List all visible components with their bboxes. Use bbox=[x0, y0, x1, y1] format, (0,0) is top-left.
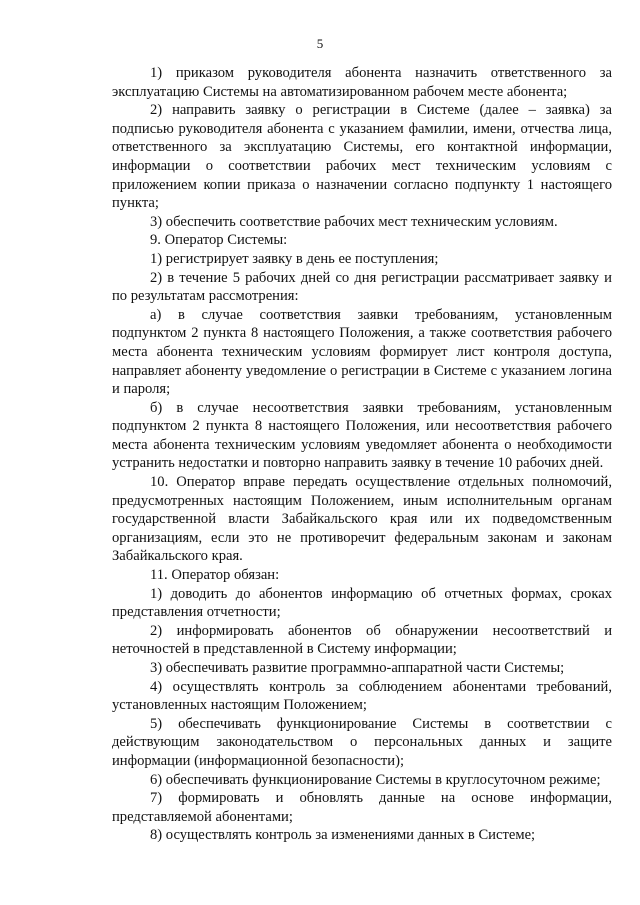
paragraph: 2) в течение 5 рабочих дней со дня регистрации рассматривает заявку и по результатам рассмотрения: bbox=[112, 269, 612, 305]
page-number: 5 bbox=[316, 36, 324, 51]
paragraph: 2) информировать абонентов об обнаружении несоответствий и неточностей в представленной в Систему информации; bbox=[112, 622, 612, 658]
paragraph: 5) обеспечивать функционирование Системы в соответствии с действующим законодательством о персональных данных и защите информации (информационной безопасности); bbox=[112, 715, 612, 769]
paragraph: 3) обеспечивать развитие программно-аппаратной части Системы; bbox=[150, 660, 565, 676]
paragraph: 1) приказом руководителя абонента назначить ответственного за эксплуатацию Системы на автоматизированном рабочем месте абонента; bbox=[112, 65, 612, 100]
paragraph: 11. Оператор обязан: bbox=[150, 567, 280, 584]
paragraph: 7) формировать и обновлять данные на основе информации, представляемой абонентами; bbox=[112, 790, 612, 825]
paragraph: 1) доводить до абонентов информацию об отчетных формах, сроках представления отчетности; bbox=[112, 585, 612, 621]
paragraph: 2) направить заявку о регистрации в Системе (далее – заявка) за подписью руководителя абонента с указанием фамилии, имени, отчества лица, ответственного за эксплуатацию Системы, его контактной информации, информации о соответствии рабочих мест техническим условиям с приложением копии приказа о назначении согласно подпункту 1 настоящего пункта; bbox=[112, 102, 612, 212]
paragraph: 1) регистрирует заявку в день ее поступления; bbox=[150, 250, 439, 267]
paragraph: 4) осуществлять контроль за соблюдением абонентами требований, установленных настоящим Положением; bbox=[112, 678, 612, 714]
paragraph: б) в случае несоответствия заявки требованиям, установленным подпунктом 2 пункта 8 настоящего Положения, или несоответствия рабочего места абонента техническим условиям уведомляет абонента о необходимости устранить недостатки и повторно направить заявку в течение 10 рабочих дней. bbox=[112, 399, 612, 472]
paragraph: 3) обеспечить соответствие рабочих мест техническим условиям. bbox=[150, 213, 558, 230]
paragraph: а) в случае соответствия заявки требованиям, установленным подпунктом 2 пункта 8 настоящего Положения, а также соответствия рабочего места абонента техническим условиям формирует лист контроля доступа, направляет абоненту уведомление о регистрации в Системе с указанием логина и пароля; bbox=[112, 306, 612, 398]
paragraph: 9. Оператор Системы: bbox=[150, 232, 288, 249]
document-body bbox=[112, 64, 612, 845]
paragraph: 10. Оператор вправе передать осуществление отдельных полномочий, предусмотренных настоящим Положением, иным исполнительным органам государственной власти Забайкальского края или их подведомственным организациям, если это не противоречит федеральным законам и законам Забайкальского края. bbox=[112, 474, 612, 565]
paragraph: 8) осуществлять контроль за изменениями данных в Системе; bbox=[150, 827, 536, 844]
paragraph: 6) обеспечивать функционирование Системы в круглосуточном режиме; bbox=[150, 771, 601, 788]
